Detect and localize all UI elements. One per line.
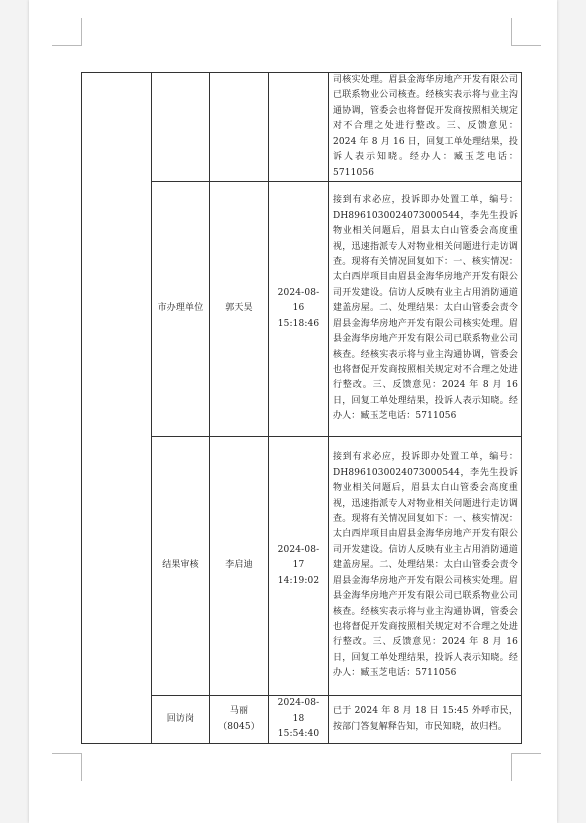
- crop-mark-top-left-h: [52, 45, 82, 46]
- content-cell: 已于 2024 年 8 月 18 日 15:45 外呼市民，按部门答复解释告知，市民知晓，故归档。: [329, 696, 522, 744]
- unit-cell: 结果审核: [152, 437, 210, 696]
- table-left-blank-cell: [82, 73, 152, 744]
- crop-mark-top-right-v: [511, 18, 512, 46]
- time-cell: [269, 73, 329, 182]
- crop-mark-top-left-v: [81, 18, 82, 46]
- content-cell: 司核实处理。眉县金海华房地产开发有限公司已联系物业公司核查。经核实表示将与业主沟通协调，管委会也将督促开发商按照相关规定对不合理之处进行整改。三、反馈意见：2024 年 8 月 16 日，回复工单处理结果，投诉人表示知晓。经办人：臧玉芝电话：5711056: [329, 73, 522, 182]
- crop-mark-bottom-left-v: [81, 753, 82, 781]
- unit-cell: 回访岗: [152, 696, 210, 744]
- handler-cell: 李启迪: [210, 437, 269, 696]
- table-row: [82, 73, 522, 182]
- process-record-table: [81, 72, 522, 744]
- crop-mark-top-right-h: [511, 45, 541, 46]
- unit-cell: 市办理单位: [152, 182, 210, 437]
- time-cell: 2024-08- 18 15:54:40: [269, 696, 329, 744]
- content-cell: 接到有求必应，投诉即办处置工单，编号：DH8961030024073000544，李先生投诉物业相关问题后，眉县太白山管委会高度重视，迅速指派专人对物业相关问题进行走访调查。现将有关情况回复如下：一、核实情况：太白西岸项目由眉县金海华房地产开发有限公司开发建设。信访人反映有业主占用消防通道建盖房屋。二、处理结果：太白山管委会责令眉县金海华房地产开发有限公司核实处理。眉县金海华房地产开发有限公司已联系物业公司核查。经核实表示将与业主沟通协调，管委会也将督促开发商按照相关规定对不合理之处进行整改。三、反馈意见：2024 年 8 月 16 日，回复工单处理结果，投诉人表示知晓。经办人：臧玉芝电话：5711056: [329, 182, 522, 437]
- handler-cell: [210, 73, 269, 182]
- crop-mark-bottom-left-h: [52, 753, 82, 754]
- unit-cell: [152, 73, 210, 182]
- crop-mark-bottom-right-v: [511, 753, 512, 781]
- handler-cell: 郭天昊: [210, 182, 269, 437]
- handler-cell: 马丽 （8045）: [210, 696, 269, 744]
- content-cell: 接到有求必应，投诉即办处置工单，编号：DH8961030024073000544，李先生投诉物业相关问题后，眉县太白山管委会高度重视，迅速指派专人对物业相关问题进行走访调查。现将有关情况回复如下：一、核实情况：太白西岸项目由眉县金海华房地产开发有限公司开发建设。信访人反映有业主占用消防通道建盖房屋。二、处理结果：太白山管委会责令眉县金海华房地产开发有限公司核实处理。眉县金海华房地产开发有限公司已联系物业公司核查。经核实表示将与业主沟通协调，管委会也将督促开发商按照相关规定对不合理之处进行整改。三、反馈意见：2024 年 8 月 16 日，回复工单处理结果，投诉人表示知晓。经办人：臧玉芝电话：5711056: [329, 437, 522, 696]
- crop-mark-bottom-right-h: [511, 753, 541, 754]
- time-cell: 2024-08- 17 14:19:02: [269, 437, 329, 696]
- time-cell: 2024-08- 16 15:18:46: [269, 182, 329, 437]
